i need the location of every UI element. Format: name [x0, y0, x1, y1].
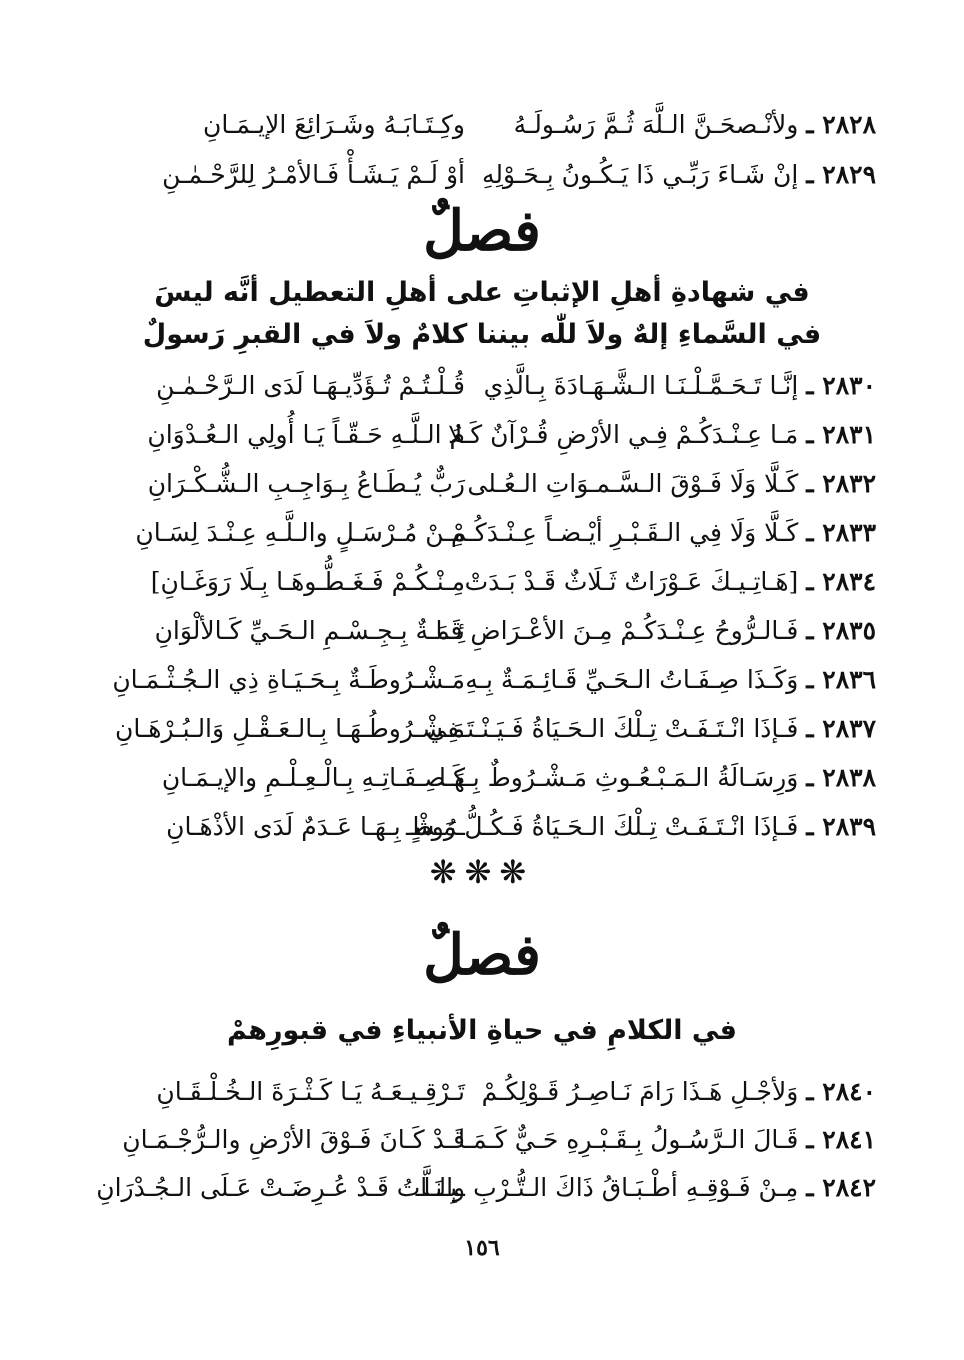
verse-second-hemistich: مَـشْـرُوطَـةٌ بِـحَـيَـاةِ ذِي الـجُـثْـمَـانِ: [112, 665, 465, 694]
verse-second-hemistich: أوْ لَـمْ يَـشَـأْ فَـالأمْـرُ لِلرَّحْـمٰـنِ: [162, 160, 465, 189]
verse-number: ٢٨٣٢ ـ: [806, 469, 876, 498]
verse-second-hemistich: مَـشْـرُوطُـهَـا بِـالـعَـقْـلِ وَالـبُـرْهَـانِ: [114, 714, 465, 743]
verse-row: [0, 1119, 964, 1161]
verse-first-hemistich: [406, 806, 876, 848]
verse-number: ٢٨٤٢ ـ: [806, 1173, 876, 1202]
first-hemistich-text: مِـنْ فَـوْقِـهِ أطْـبَـاقُ ذَاكَ الـتُّـرْبِ والـلَّـ: [415, 1173, 799, 1202]
verse-first-hemistich: [464, 561, 876, 603]
verse-first-hemistich: [476, 104, 876, 146]
section-heading-line-2: في السَّماءِ إلهٌ ولاَ للّٰه بيننا كلامٌ ولاَ في القبرِ رَسولٌ: [142, 319, 822, 350]
first-hemistich-text: ولأنْـصحَـنَّ الـلَّهَ ثُـمَّ رَسُـولَـهُ: [513, 110, 799, 139]
first-hemistich-text: فَـإذَا انْـتَـفَـتْ تِـلْكَ الـحَـيَاةُ فَـيَـنْـتَـفِي: [426, 714, 799, 743]
verse-number: ٢٨٣٨ ـ: [806, 763, 876, 792]
section-title-fasl: فصلٌ: [423, 198, 541, 264]
verse-number: ٢٨٢٨ ـ: [806, 110, 876, 139]
verse-row: [0, 1071, 964, 1113]
first-hemistich-text: فَـالـرُّوحُ عِـنْـدَكُـمْ مِـنَ الأعْـرَاضِ قَـا: [435, 616, 799, 645]
first-hemistich-text: كَـلَّا وَلَا فَـوْقَ الـسَّـمـوَاتِ الـعُـلى: [467, 469, 799, 498]
verse-second-hemistich: مِـنْ مُـرْسَـلٍ والـلَّـهِ عِـنْـدَ لِسَـانِ: [135, 518, 465, 547]
verse-row: [0, 610, 964, 652]
verse-second-hemistich: مِـنْـكُـمْ فَـغَـطُّـوهَـا بِـلَا رَوَغَـانِ]: [150, 567, 465, 596]
verse-first-hemistich: [415, 1167, 876, 1209]
section-heading-line-1: في شهادةِ أهلِ الإثباتِ على أهلِ التعطيل أنَّه ليسَ: [154, 277, 810, 308]
first-hemistich-text: وَلأجْـلِ هَـذَا رَامَ نَـاصِـرُ قَـوْلِكُـمْ: [481, 1077, 799, 1106]
page-number: ١٥٦: [464, 1235, 500, 1261]
verse-number: ٢٨٤١ ـ: [806, 1125, 876, 1154]
verse-row: [0, 463, 964, 505]
verse-first-hemistich: [458, 1119, 876, 1161]
verse-row: [0, 365, 964, 407]
section-heading: في الكلامِ في حياةِ الأنبياءِ في قبورِهمْ: [227, 1015, 737, 1046]
verse-first-hemistich: [467, 463, 876, 505]
verse-first-hemistich: [450, 512, 876, 554]
verse-row: [0, 757, 964, 799]
verse-second-hemistich: وكِـتَـابَـهُ وشَـرَائِعَ الإيـمَـانِ: [203, 110, 465, 139]
verse-second-hemistich: ئِـمَـةٌ بِـجِـسْـمِ الـحَـيِّ كَـالألْوَانِ: [154, 616, 465, 645]
first-hemistich-text: وَكَـذَا صِـفَـاتُ الـحَـيِّ قَـائِـمَـةٌ بِـهِ: [465, 665, 799, 694]
first-hemistich-text: مَـا عِـنْـدَكُـمْ فِـي الأرْضِ قُـرْآنٌ كَـلا: [448, 420, 799, 449]
verse-first-hemistich: [476, 1071, 876, 1113]
first-hemistich-text: إنْ شَـاءَ رَبِّـي ذَا يَـكُـونُ بِـحَـوْلِهِ: [481, 160, 799, 189]
verse-second-hemistich: رَبٌّ يُـطَـاعُ بِـوَاجِـبِ الـشُّـكْـرَانِ: [147, 469, 465, 498]
verse-first-hemistich: [476, 154, 876, 196]
section-separator-stars: ❋❋❋: [429, 853, 535, 891]
verse-row: [0, 708, 964, 750]
verse-second-hemistich: تَـرْقِـيـعَـهُ يَـا كَـثْـرَةَ الـخُـلْـقَـانِ: [156, 1077, 465, 1106]
verse-second-hemistich: مُ الـلَّـهِ حَـقّـاً يَـا أُولِي الـعُـدْوَانِ: [147, 420, 465, 449]
verse-number: ٢٨٣٦ ـ: [806, 665, 876, 694]
section-title-fasl: فصلٌ: [423, 922, 541, 988]
verse-number: ٢٨٣٩ ـ: [806, 812, 876, 841]
verse-number: ٢٨٣٧ ـ: [806, 714, 876, 743]
verse-first-hemistich: [476, 365, 876, 407]
verse-first-hemistich: [438, 757, 876, 799]
first-hemistich-text: وَرِسَـالَةُ الـمَـبْـعُـوثِ مَـشْـرُوطٌ بِـهَـا: [438, 763, 799, 792]
first-hemistich-text: كَـلَّا وَلَا فِي الـقَـبْـرِ أيْـضـاً عِـنْـدَكُـمْ: [450, 518, 799, 547]
first-hemistich-text: قَـالَ الـرَّسُـولُ بِـقَـبْـرِهِ حَـيٌّ كَـمَـا: [458, 1125, 799, 1154]
verse-second-hemistich: ـرُوطٍ بِـهَـا عَـدَمٌ لَدَى الأذْهَـانِ: [166, 812, 465, 841]
verse-number: ٢٨٤٠ ـ: [806, 1077, 876, 1106]
verse-row: [0, 104, 964, 146]
first-hemistich-text: فَـإذَا انْـتَـفَـتْ تِـلْكَ الـحَـيَاةُ فَـكُـلُّ مَـشْـ: [406, 812, 799, 841]
verse-number: ٢٨٣٥ ـ: [806, 616, 876, 645]
verse-number: ٢٨٣٠ ـ: [806, 371, 876, 400]
verse-first-hemistich: [426, 708, 876, 750]
verse-second-hemistich: ـبِـنَـاتُ قَـدْ عُـرِضَـتْ عَـلَى الـجُـدْرَانِ: [96, 1173, 465, 1202]
verse-number: ٢٨٣٣ ـ: [806, 518, 876, 547]
verse-number: ٢٨٣٤ ـ: [806, 567, 876, 596]
first-hemistich-text: [هَـاتِـيـكَ عَـوْرَاتٌ ثَـلَاثٌ قَـدْ بَـدَتْ: [464, 567, 799, 596]
verse-row: [0, 154, 964, 196]
verse-second-hemistich: قَـدْ كَـانَ فَـوْقَ الأرْضِ والـرُّجْـمَـانِ: [122, 1125, 465, 1154]
verse-row: [0, 512, 964, 554]
verse-row: [0, 806, 964, 848]
first-hemistich-text: إنَّـا تَـحَـمَّـلْـنَـا الـشَّـهَـادَةَ بِـالَّذِي: [483, 371, 799, 400]
verse-row: [0, 659, 964, 701]
verse-number: ٢٨٣١ ـ: [806, 420, 876, 449]
verse-second-hemistich: كَـصِـفَـاتِـهِ بِـالْـعِـلْـمِ والإيـمَـانِ: [161, 763, 465, 792]
verse-number: ٢٨٢٩ ـ: [806, 160, 876, 189]
verse-row: [0, 414, 964, 456]
verse-row: [0, 1167, 964, 1209]
verse-first-hemistich: [435, 610, 876, 652]
verse-first-hemistich: [448, 414, 876, 456]
verse-first-hemistich: [465, 659, 876, 701]
verse-second-hemistich: قُـلْـتُـمْ تُـؤَدِّيـهَـا لَدَى الـرَّحْـمٰـنِ: [156, 371, 465, 400]
verse-row: [0, 561, 964, 603]
